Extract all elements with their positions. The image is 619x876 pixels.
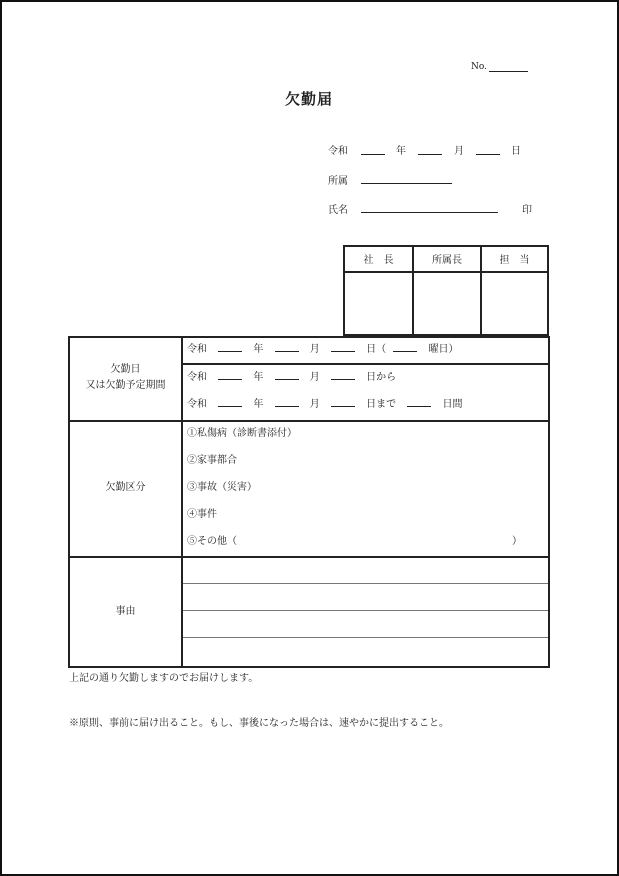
section-divider xyxy=(70,420,548,422)
stamp-box-dept-head[interactable] xyxy=(414,273,480,334)
date-day-label: 日 xyxy=(511,146,521,157)
policy-note: ※原則、事前に届け出ること。もし、事後になった場合は、速やかに提出すること。 xyxy=(69,718,449,729)
row1-day-label: 日（ xyxy=(366,344,387,355)
absence-period-end-row xyxy=(187,395,463,410)
absence-date-label-line2: 又は欠勤予定期間 xyxy=(85,380,166,391)
date-year-label: 年 xyxy=(396,146,406,157)
row3-year-label: 年 xyxy=(253,399,264,410)
row-divider xyxy=(181,363,548,365)
row1-month-field[interactable] xyxy=(275,342,299,352)
category-option[interactable]: ②家事都合 xyxy=(187,455,237,466)
submission-statement: 上記の通り欠勤しますのでお届けします。 xyxy=(69,673,259,684)
category-option-other[interactable]: ⑤その他（ xyxy=(187,536,237,547)
row2-year-label: 年 xyxy=(253,372,264,383)
absence-date-label xyxy=(70,362,181,394)
absence-date-label-line1: 欠勤日 xyxy=(110,364,141,375)
approval-header-dept-head: 所属長 xyxy=(432,255,462,266)
stamp-box-president[interactable] xyxy=(345,273,412,334)
reason-label: 事由 xyxy=(115,606,136,617)
absence-period-start-row xyxy=(187,368,396,383)
row1-era: 令和 xyxy=(187,344,207,355)
row1-weekday-field[interactable] xyxy=(393,342,417,352)
date-year-field[interactable] xyxy=(361,154,385,155)
date-era-label: 令和 xyxy=(328,146,348,157)
name-field[interactable] xyxy=(361,212,498,213)
row3-day-field[interactable] xyxy=(331,397,355,407)
category-option[interactable]: ③事故（災害） xyxy=(187,482,257,493)
date-month-field[interactable] xyxy=(418,154,442,155)
row1-weekday-label: 曜日） xyxy=(428,344,459,355)
row2-day-field[interactable] xyxy=(331,370,355,380)
row3-month-field[interactable] xyxy=(275,397,299,407)
page-title: 欠勤届 xyxy=(285,90,334,108)
row3-days-label: 日間 xyxy=(442,399,463,410)
absence-category-label: 欠勤区分 xyxy=(105,482,146,493)
date-day-field[interactable] xyxy=(476,154,500,155)
approval-stamp-table xyxy=(343,245,549,336)
row3-era: 令和 xyxy=(187,399,207,410)
document-number-label: No. xyxy=(471,62,487,72)
affiliation-label: 所属 xyxy=(328,176,348,187)
row2-month-field[interactable] xyxy=(275,370,299,380)
row1-year-label: 年 xyxy=(253,344,264,355)
approval-header-staff: 担 当 xyxy=(499,255,530,266)
row3-days-field[interactable] xyxy=(407,397,431,407)
seal-label: 印 xyxy=(522,205,532,216)
category-option[interactable]: ④事件 xyxy=(187,509,217,520)
affiliation-field[interactable] xyxy=(361,183,452,184)
absence-single-day-row xyxy=(187,340,459,355)
row2-month-label: 月 xyxy=(309,372,320,383)
row2-from-label: 日から xyxy=(366,372,397,383)
row1-month-label: 月 xyxy=(309,344,320,355)
name-label: 氏名 xyxy=(328,205,348,216)
approval-header-president: 社 長 xyxy=(363,255,394,266)
reason-field[interactable] xyxy=(183,558,548,666)
row1-year-field[interactable] xyxy=(218,342,242,352)
row1-day-field[interactable] xyxy=(331,342,355,352)
category-other-close: ） xyxy=(512,536,522,547)
row3-year-field[interactable] xyxy=(218,397,242,407)
absence-form-table xyxy=(68,336,550,668)
document-number-field[interactable] xyxy=(489,71,528,72)
row2-year-field[interactable] xyxy=(218,370,242,380)
date-month-label: 月 xyxy=(454,146,464,157)
row3-until-label: 日まで xyxy=(366,399,397,410)
row3-month-label: 月 xyxy=(309,399,320,410)
category-option[interactable]: ①私傷病（診断書添付） xyxy=(187,428,297,439)
stamp-box-staff[interactable] xyxy=(482,273,547,334)
row2-era: 令和 xyxy=(187,372,207,383)
